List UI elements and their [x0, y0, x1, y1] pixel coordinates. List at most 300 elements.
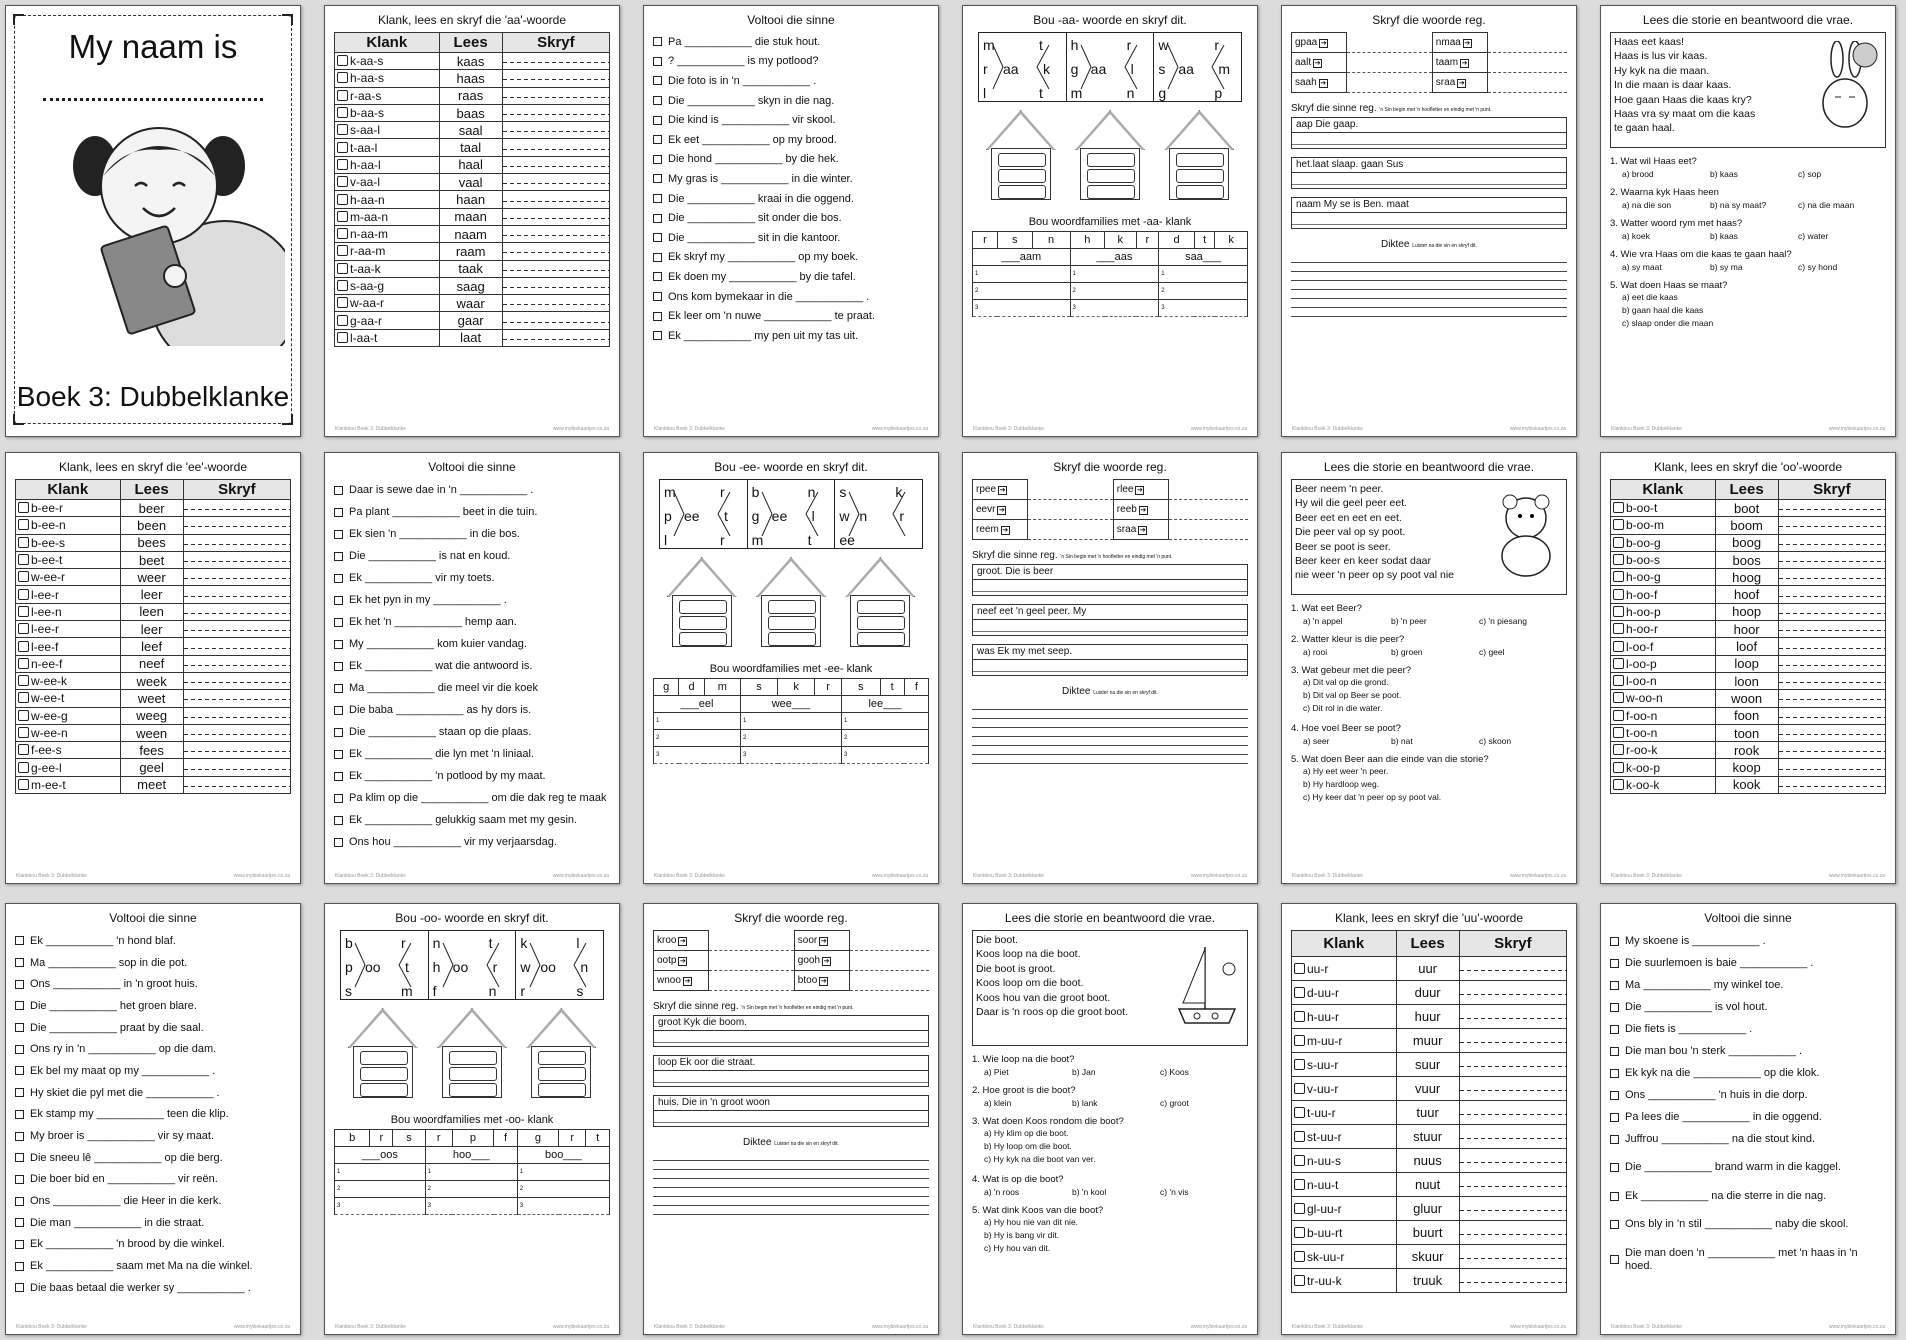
- write-box[interactable]: [538, 1083, 586, 1097]
- checkbox[interactable]: [334, 596, 343, 605]
- worksheet-aa-skryf[interactable]: [1281, 5, 1577, 437]
- answer-option[interactable]: a) seer: [1303, 736, 1330, 746]
- klank-text: b-oo-t: [1626, 501, 1658, 516]
- answer-option[interactable]: c) na die maan: [1798, 200, 1855, 210]
- checkbox[interactable]: [334, 794, 343, 803]
- answer-option[interactable]: c) sop: [1798, 169, 1822, 179]
- checkbox[interactable]: [653, 253, 662, 262]
- write-box[interactable]: [857, 616, 905, 630]
- answer-option[interactable]: a) Piet: [984, 1067, 1009, 1077]
- write-box[interactable]: [857, 632, 905, 646]
- checkbox[interactable]: [653, 57, 662, 66]
- checkbox[interactable]: [653, 292, 662, 301]
- checkbox[interactable]: [334, 574, 343, 583]
- write-box[interactable]: [679, 632, 727, 646]
- write-box[interactable]: [998, 169, 1046, 183]
- answer-option[interactable]: b) Hy is bang vir dit.: [984, 1230, 1060, 1240]
- answer-line[interactable]: [1168, 480, 1248, 500]
- skryf-field[interactable]: [502, 174, 609, 191]
- write-cell[interactable]: 2: [425, 1181, 517, 1198]
- scrambled-word: [794, 951, 849, 971]
- answer-option[interactable]: c) 'n piesang: [1479, 616, 1527, 626]
- skryf-field[interactable]: [1459, 981, 1566, 1005]
- skryf-field[interactable]: [1459, 1245, 1566, 1269]
- write-box[interactable]: [1087, 153, 1135, 167]
- answer-option[interactable]: b) gaan haal die kaas: [1622, 305, 1704, 315]
- write-box[interactable]: [857, 600, 905, 614]
- worksheet-aa-voltooi[interactable]: [643, 5, 939, 437]
- worksheet-title: Voltooi die sinne: [1704, 911, 1792, 925]
- skryf-field[interactable]: [1459, 1077, 1566, 1101]
- write-cell[interactable]: 3: [335, 1198, 426, 1215]
- worksheet-oo-voltooi[interactable]: [5, 903, 301, 1335]
- worksheet-ee-voltooi[interactable]: [324, 452, 620, 884]
- skryf-field[interactable]: [1778, 638, 1885, 655]
- answer-line[interactable]: [1347, 33, 1433, 53]
- answer-line[interactable]: [849, 951, 929, 971]
- answer-line[interactable]: [709, 971, 795, 991]
- answer-option[interactable]: c) Dit rol in die water.: [1303, 703, 1383, 713]
- answer-option[interactable]: a) eet die kaas: [1622, 292, 1678, 302]
- answer-line[interactable]: [1487, 33, 1567, 53]
- write-cell[interactable]: 1: [654, 713, 741, 730]
- checkbox[interactable]: [653, 233, 662, 242]
- checkbox[interactable]: [15, 1045, 24, 1054]
- write-cell[interactable]: 1: [335, 1164, 426, 1181]
- skryf-field[interactable]: [1778, 586, 1885, 603]
- answer-option[interactable]: a) Hy hou nie van dit nie.: [984, 1217, 1079, 1227]
- checkbox[interactable]: [1610, 1135, 1619, 1144]
- skryf-field[interactable]: [502, 295, 609, 312]
- answer-options: [1622, 231, 1886, 241]
- checkbox[interactable]: [334, 772, 343, 781]
- answer-option[interactable]: c) Hy kyk na die boot van ver.: [984, 1154, 1096, 1164]
- write-box[interactable]: [1176, 153, 1224, 167]
- skryf-field[interactable]: [502, 156, 609, 173]
- diktee-lines[interactable]: [1291, 254, 1567, 322]
- write-cell[interactable]: 1: [1070, 266, 1159, 283]
- answer-option[interactable]: a) klein: [984, 1098, 1012, 1108]
- checkbox[interactable]: [1610, 1192, 1619, 1201]
- answer-option[interactable]: b) kaas: [1710, 231, 1738, 241]
- worksheet-uu-klank[interactable]: [1281, 903, 1577, 1335]
- answer-option[interactable]: a) na die son: [1622, 200, 1672, 210]
- checkbox[interactable]: [15, 1240, 24, 1249]
- skryf-field[interactable]: [183, 759, 290, 776]
- word-builder-box[interactable]: [1067, 33, 1155, 101]
- checkbox[interactable]: [334, 486, 343, 495]
- worksheet-aa-klank[interactable]: [324, 5, 620, 437]
- answer-option[interactable]: b) Jan: [1072, 1067, 1096, 1077]
- write-box[interactable]: [768, 632, 816, 646]
- skryf-field[interactable]: [1778, 500, 1885, 517]
- checkbox[interactable]: [653, 76, 662, 85]
- answer-option[interactable]: b) Hy hardloop weg.: [1303, 779, 1380, 789]
- skryf-field[interactable]: [502, 260, 609, 277]
- word-row: [973, 480, 1249, 500]
- skryf-field[interactable]: [502, 312, 609, 329]
- checkbox[interactable]: [1610, 1220, 1619, 1229]
- answer-option[interactable]: c) geel: [1479, 647, 1505, 657]
- word-builder-box[interactable]: [341, 931, 429, 999]
- answer-option[interactable]: b) groen: [1391, 647, 1423, 657]
- answer-line[interactable]: [1028, 480, 1114, 500]
- letter-cell: d: [679, 679, 704, 696]
- skryf-field[interactable]: [502, 139, 609, 156]
- write-cell[interactable]: 3: [517, 1198, 609, 1215]
- checkbox[interactable]: [653, 331, 662, 340]
- answer-line[interactable]: [849, 931, 929, 951]
- scrambled-word: [973, 480, 1028, 500]
- worksheet-uu-voltooi[interactable]: [1600, 903, 1896, 1335]
- skryf-field[interactable]: [502, 243, 609, 260]
- worksheet-oo-storie[interactable]: [962, 903, 1258, 1335]
- skryf-field[interactable]: [1778, 672, 1885, 689]
- word-builder-box[interactable]: [979, 33, 1067, 101]
- write-box[interactable]: [360, 1083, 408, 1097]
- answer-option[interactable]: a) 'n roos: [984, 1187, 1020, 1197]
- answer-option[interactable]: c) sy hond: [1798, 262, 1838, 272]
- write-box[interactable]: [449, 1083, 497, 1097]
- checkbox[interactable]: [334, 552, 343, 561]
- skryf-field[interactable]: [183, 742, 290, 759]
- sentence-box[interactable]: groot Kyk die boom.: [653, 1015, 929, 1047]
- checkbox[interactable]: [15, 1262, 24, 1271]
- skryf-field[interactable]: [502, 53, 609, 70]
- klank-cell: [1292, 1053, 1397, 1077]
- checkbox[interactable]: [1610, 937, 1619, 946]
- skryf-field[interactable]: [183, 517, 290, 534]
- answer-option[interactable]: b) nat: [1391, 736, 1413, 746]
- answer-option[interactable]: b) Hy loop om die boot.: [984, 1141, 1072, 1151]
- write-box[interactable]: [1087, 169, 1135, 183]
- answer-option[interactable]: c) skoon: [1479, 736, 1512, 746]
- worksheet-ee-storie[interactable]: [1281, 452, 1577, 884]
- klank-cell: [1611, 569, 1716, 586]
- answer-option[interactable]: c) Hy keer dat 'n peer op sy poot val.: [1303, 792, 1442, 802]
- answer-option[interactable]: c) groot: [1160, 1098, 1189, 1108]
- skryf-field[interactable]: [1459, 1269, 1566, 1293]
- write-box[interactable]: [449, 1051, 497, 1065]
- checkbox[interactable]: [653, 135, 662, 144]
- write-box[interactable]: [768, 616, 816, 630]
- answer-line[interactable]: [1168, 500, 1248, 520]
- answer-option[interactable]: b) kaas: [1710, 169, 1738, 179]
- write-cell[interactable]: 3: [973, 300, 1071, 317]
- family-cell: ___eel: [654, 696, 741, 713]
- worksheet-ee-skryf[interactable]: [962, 452, 1258, 884]
- skryf-field[interactable]: [1459, 1029, 1566, 1053]
- checkbox[interactable]: [1610, 1069, 1619, 1078]
- worksheet-oo-bou[interactable]: [324, 903, 620, 1335]
- skryf-field[interactable]: [1459, 1053, 1566, 1077]
- checkbox[interactable]: [653, 96, 662, 105]
- write-cell[interactable]: 3: [425, 1198, 517, 1215]
- write-box[interactable]: [538, 1067, 586, 1081]
- checkbox[interactable]: [1610, 1163, 1619, 1172]
- answer-option[interactable]: c) 'n vis: [1160, 1187, 1189, 1197]
- write-cell[interactable]: 3: [841, 747, 928, 764]
- write-cell[interactable]: 3: [1070, 300, 1159, 317]
- write-cell[interactable]: 1: [1159, 266, 1248, 283]
- answer-line[interactable]: [1028, 500, 1114, 520]
- sentence-box[interactable]: het.laat slaap. gaan Sus: [1291, 157, 1567, 189]
- answer-option[interactable]: a) Hy eet weer 'n peer.: [1303, 766, 1389, 776]
- write-cell[interactable]: 3: [654, 747, 741, 764]
- skryf-field[interactable]: [1778, 759, 1885, 776]
- skryf-field[interactable]: [1778, 655, 1885, 672]
- checkbox[interactable]: [1610, 1003, 1619, 1012]
- skryf-field[interactable]: [183, 603, 290, 620]
- write-box[interactable]: [360, 1067, 408, 1081]
- write-cell[interactable]: 2: [517, 1181, 609, 1198]
- word-builder-box[interactable]: [748, 480, 836, 548]
- answer-option[interactable]: a) Dit val op die grond.: [1303, 677, 1389, 687]
- skryf-field[interactable]: [502, 329, 609, 346]
- skryf-field[interactable]: [502, 70, 609, 87]
- diktee-lines[interactable]: [653, 1152, 929, 1220]
- write-cell[interactable]: 1: [973, 266, 1071, 283]
- word-builder-box[interactable]: [516, 931, 603, 999]
- sentence-text: Daar is sewe dae in 'n ___________ .: [349, 484, 534, 496]
- sentence-box[interactable]: groot. Die is beer: [972, 564, 1248, 596]
- write-box[interactable]: [1087, 185, 1135, 199]
- checkbox[interactable]: [334, 728, 343, 737]
- skryf-field[interactable]: [1459, 1197, 1566, 1221]
- answer-option[interactable]: b) 'n kool: [1072, 1187, 1107, 1197]
- checkbox[interactable]: [653, 174, 662, 183]
- checkbox[interactable]: [334, 618, 343, 627]
- checkbox[interactable]: [15, 1088, 24, 1097]
- answer-option[interactable]: b) sy ma: [1710, 262, 1743, 272]
- skryf-field[interactable]: [183, 776, 290, 793]
- answer-option[interactable]: c) Koos: [1160, 1067, 1189, 1077]
- checkbox[interactable]: [1610, 959, 1619, 968]
- footer-right: www.mybiekaartjes.co.za: [233, 873, 290, 879]
- checkbox[interactable]: [1610, 1047, 1619, 1056]
- checkbox[interactable]: [653, 194, 662, 203]
- checkbox[interactable]: [334, 750, 343, 759]
- sentence-box[interactable]: huis. Die in 'n groot woon: [653, 1095, 929, 1127]
- answer-option[interactable]: a) koek: [1622, 231, 1650, 241]
- sentence-box[interactable]: naam My se is Ben. maat: [1291, 197, 1567, 229]
- worksheet-oo-skryf[interactable]: [643, 903, 939, 1335]
- skryf-field[interactable]: [1778, 517, 1885, 534]
- write-cell[interactable]: 3: [1159, 300, 1248, 317]
- checkbox[interactable]: [1610, 1255, 1619, 1264]
- write-box[interactable]: [679, 616, 727, 630]
- checkbox[interactable]: [1610, 1025, 1619, 1034]
- write-box[interactable]: [768, 600, 816, 614]
- checkbox[interactable]: [15, 1066, 24, 1075]
- checkbox[interactable]: [334, 508, 343, 517]
- skryf-field[interactable]: [502, 87, 609, 104]
- write-cell[interactable]: 1: [740, 713, 841, 730]
- sentence-box[interactable]: neef eet 'n geel peer. My: [972, 604, 1248, 636]
- checkbox[interactable]: [653, 37, 662, 46]
- answer-line[interactable]: [1347, 73, 1433, 93]
- skryf-field[interactable]: [502, 225, 609, 242]
- skryf-field[interactable]: [1778, 569, 1885, 586]
- answer-option[interactable]: a) Hy klim op die boot.: [984, 1128, 1069, 1138]
- skryf-field[interactable]: [183, 586, 290, 603]
- answer-option[interactable]: c) water: [1798, 231, 1829, 241]
- skryf-field[interactable]: [183, 551, 290, 568]
- skryf-field[interactable]: [183, 569, 290, 586]
- checkbox[interactable]: [15, 1175, 24, 1184]
- checkbox[interactable]: [15, 1218, 24, 1227]
- checkbox[interactable]: [653, 155, 662, 164]
- skryf-field[interactable]: [1778, 534, 1885, 551]
- skryf-field[interactable]: [1778, 724, 1885, 741]
- checkbox[interactable]: [15, 1110, 24, 1119]
- write-cell[interactable]: 2: [841, 730, 928, 747]
- answer-line[interactable]: [849, 971, 929, 991]
- write-box[interactable]: [998, 153, 1046, 167]
- write-cell[interactable]: 1: [425, 1164, 517, 1181]
- answer-line[interactable]: [1168, 520, 1248, 540]
- skryf-field[interactable]: [502, 208, 609, 225]
- skryf-field[interactable]: [183, 621, 290, 638]
- answer-line[interactable]: [709, 951, 795, 971]
- checkbox[interactable]: [334, 706, 343, 715]
- checkbox[interactable]: [334, 530, 343, 539]
- sentence-box[interactable]: was Ek my met seep.: [972, 644, 1248, 676]
- answer-line[interactable]: [1347, 53, 1433, 73]
- sentence-box[interactable]: loop Ek oor die straat.: [653, 1055, 929, 1087]
- answer-option[interactable]: b) Dit val op Beer se poot.: [1303, 690, 1402, 700]
- checkbox[interactable]: [15, 1153, 24, 1162]
- checkbox[interactable]: [334, 684, 343, 693]
- checkbox[interactable]: [653, 214, 662, 223]
- worksheet-oo-klank[interactable]: [1600, 452, 1896, 884]
- worksheet-ee-klank[interactable]: [5, 452, 301, 884]
- skryf-field[interactable]: [1459, 1101, 1566, 1125]
- answer-option[interactable]: c) Hy hou van dit.: [984, 1243, 1051, 1253]
- write-cell[interactable]: 1: [517, 1164, 609, 1181]
- answer-option[interactable]: a) sy maat: [1622, 262, 1662, 272]
- skryf-field[interactable]: [1778, 742, 1885, 759]
- skryf-field[interactable]: [183, 638, 290, 655]
- write-cell[interactable]: 2: [1159, 283, 1248, 300]
- write-box[interactable]: [360, 1051, 408, 1065]
- skryf-field[interactable]: [1778, 621, 1885, 638]
- checkbox[interactable]: [334, 640, 343, 649]
- skryf-field[interactable]: [1459, 1173, 1566, 1197]
- write-cell[interactable]: 3: [740, 747, 841, 764]
- checkbox[interactable]: [1610, 1091, 1619, 1100]
- skryf-field[interactable]: [1459, 1149, 1566, 1173]
- answer-option[interactable]: c) slaap onder die maan: [1622, 318, 1714, 328]
- write-box[interactable]: [998, 185, 1046, 199]
- checkbox[interactable]: [15, 936, 24, 945]
- answer-option[interactable]: a) brood: [1622, 169, 1654, 179]
- worksheet-cover[interactable]: [5, 5, 301, 437]
- word-builder-box[interactable]: [835, 480, 922, 548]
- write-box[interactable]: [1176, 185, 1224, 199]
- write-box[interactable]: [679, 600, 727, 614]
- write-box[interactable]: [538, 1051, 586, 1065]
- skryf-field[interactable]: [502, 191, 609, 208]
- skryf-field[interactable]: [502, 122, 609, 139]
- skryf-field[interactable]: [183, 690, 290, 707]
- checkbox[interactable]: [334, 662, 343, 671]
- checkbox[interactable]: [15, 980, 24, 989]
- skryf-field[interactable]: [1459, 957, 1566, 981]
- write-cell[interactable]: 1: [841, 713, 928, 730]
- checkbox[interactable]: [334, 816, 343, 825]
- word-builder-box[interactable]: [660, 480, 748, 548]
- skryf-field[interactable]: [502, 104, 609, 121]
- sentence-box[interactable]: aap Die gaap.: [1291, 117, 1567, 149]
- write-cell[interactable]: 2: [654, 730, 741, 747]
- diktee-lines[interactable]: [972, 701, 1248, 769]
- skryf-field[interactable]: [183, 534, 290, 551]
- checkbox[interactable]: [15, 958, 24, 967]
- skryf-field[interactable]: [183, 655, 290, 672]
- skryf-field[interactable]: [1778, 603, 1885, 620]
- answer-line[interactable]: [709, 931, 795, 951]
- answer-line[interactable]: [1028, 520, 1114, 540]
- skryf-field[interactable]: [183, 672, 290, 689]
- answer-line[interactable]: [1487, 73, 1567, 93]
- worksheet-ee-bou[interactable]: [643, 452, 939, 884]
- checkbox[interactable]: [1610, 1113, 1619, 1122]
- skryf-field[interactable]: [502, 277, 609, 294]
- write-cell[interactable]: 2: [973, 283, 1071, 300]
- skryf-field[interactable]: [1778, 776, 1885, 793]
- checkbox[interactable]: [15, 1132, 24, 1141]
- skryf-field[interactable]: [1778, 551, 1885, 568]
- answer-option[interactable]: a) rooi: [1303, 647, 1328, 657]
- skryf-field[interactable]: [1778, 690, 1885, 707]
- skryf-field[interactable]: [183, 500, 290, 517]
- checkbox[interactable]: [1610, 981, 1619, 990]
- write-cell[interactable]: 2: [1070, 283, 1159, 300]
- answer-option[interactable]: b) na sy maat?: [1710, 200, 1767, 210]
- diktee-text: Diktee: [1062, 686, 1091, 697]
- skryf-field[interactable]: [1459, 1221, 1566, 1245]
- checkbox[interactable]: [15, 1001, 24, 1010]
- sentence-row: [1610, 952, 1886, 974]
- checkbox[interactable]: [15, 1197, 24, 1206]
- write-box[interactable]: [449, 1067, 497, 1081]
- story-line: In die maan is daar kaas.: [1614, 79, 1732, 92]
- skryf-field[interactable]: [183, 707, 290, 724]
- answer-line[interactable]: [1487, 53, 1567, 73]
- skryf-field[interactable]: [1459, 1125, 1566, 1149]
- checkbox[interactable]: [15, 1283, 24, 1292]
- worksheet-aa-bou[interactable]: [962, 5, 1258, 437]
- write-cell[interactable]: 2: [335, 1181, 426, 1198]
- skryf-field[interactable]: [1459, 1005, 1566, 1029]
- word-builder-box[interactable]: [429, 931, 517, 999]
- checkbox[interactable]: [334, 838, 343, 847]
- write-box[interactable]: [1176, 169, 1224, 183]
- write-cell[interactable]: 2: [740, 730, 841, 747]
- answer-option[interactable]: b) 'n peer: [1391, 616, 1427, 626]
- skryf-field[interactable]: [183, 724, 290, 741]
- checkbox[interactable]: [15, 1023, 24, 1032]
- skryf-field[interactable]: [1778, 707, 1885, 724]
- checkbox[interactable]: [653, 272, 662, 281]
- worksheet-aa-storie[interactable]: [1600, 5, 1896, 437]
- answer-option[interactable]: a) 'n appel: [1303, 616, 1343, 626]
- checkbox[interactable]: [653, 312, 662, 321]
- checkbox[interactable]: [653, 116, 662, 125]
- answer-option[interactable]: b) lank: [1072, 1098, 1098, 1108]
- word-builder-box[interactable]: [1154, 33, 1241, 101]
